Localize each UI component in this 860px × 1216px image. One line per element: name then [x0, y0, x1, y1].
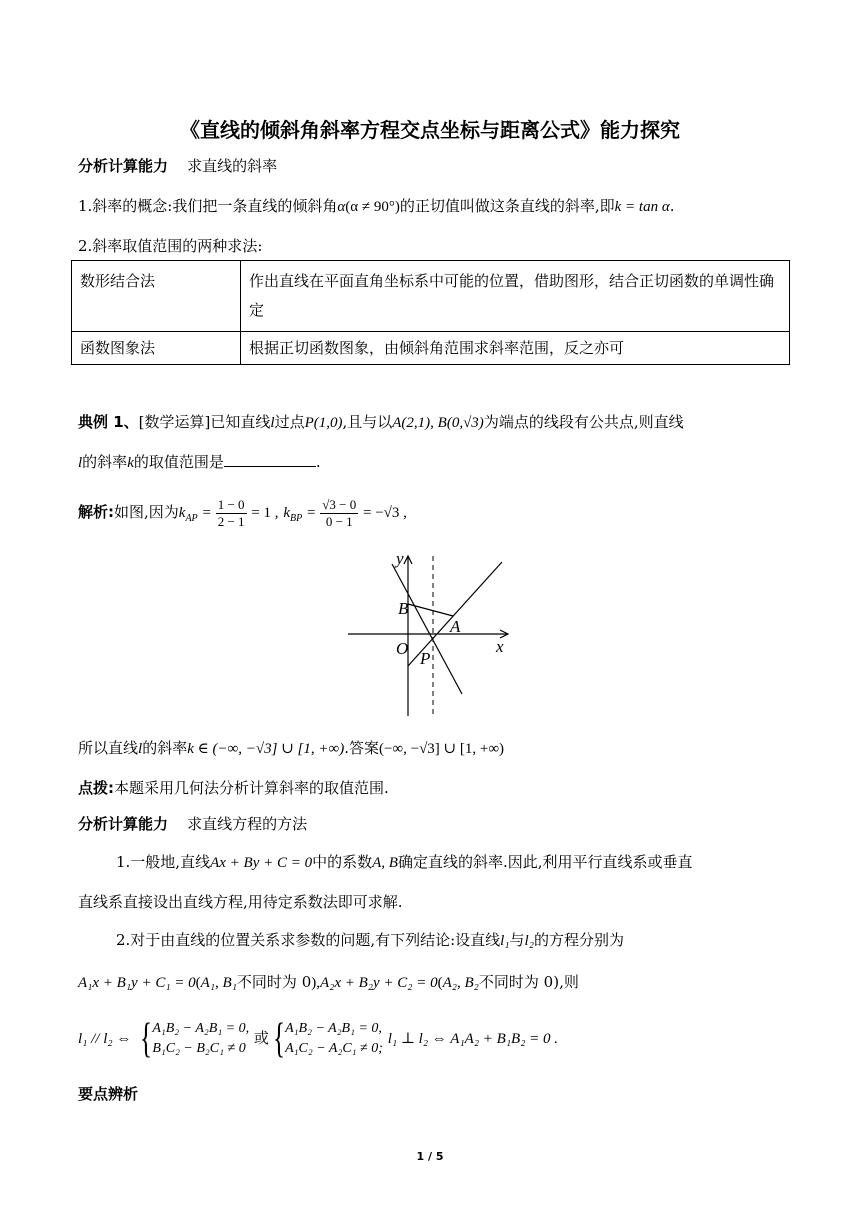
- math-equation: Ax + By + C = 0: [210, 855, 313, 871]
- section-topic: 求直线方程的方法: [187, 815, 308, 833]
- label-o: O: [396, 639, 409, 658]
- math-sub: BP: [290, 513, 303, 524]
- solution: 解析:如图,因为$k_{AP}$ = $\frac{1 - 0}{2 - 1}$ = 1 , $k_{BP}$ = $\frac{√3 - 0}{0 - 1}$ = −√3 ,: [78, 496, 407, 529]
- label-b: B: [398, 599, 409, 618]
- section-heading-key-points: 要点辨析: [78, 1085, 139, 1103]
- text: ),: [311, 975, 320, 991]
- text: (: [437, 975, 443, 991]
- text: 为端点的线段有公共点,则直线: [483, 413, 684, 431]
- math-l: l: [270, 415, 275, 431]
- denominator: 0 − 1: [325, 513, 353, 529]
- label-x: x: [496, 637, 504, 656]
- math-equation-2: A₂x + B₂y + C₂ = 0: [319, 975, 438, 991]
- math-condition: (α ≠ 90°): [345, 199, 400, 215]
- math-k: k: [127, 455, 134, 471]
- paragraph-slope-concept: [78, 196, 674, 217]
- text: (: [195, 975, 201, 991]
- math-l: l: [78, 455, 83, 471]
- text: 1.一般地,直线: [116, 853, 211, 871]
- math-k: k: [283, 505, 290, 521]
- text: .: [669, 197, 675, 215]
- math-tan: k = tan α: [614, 199, 670, 215]
- example-1: [78, 412, 684, 433]
- text: 2.对于由直线的位置关系求参数的问题,有下列结论:设直线: [116, 931, 501, 949]
- label-a: A: [450, 617, 461, 636]
- page-title: 《直线的倾斜角斜率方程交点坐标与距离公式》能力探究: [180, 118, 680, 142]
- math-point-p: P(1,0): [304, 415, 343, 431]
- text: 所以直线: [78, 739, 139, 757]
- text: .: [315, 453, 321, 471]
- text: ,且与以: [342, 413, 393, 431]
- method-name: 数形结合法: [72, 261, 241, 332]
- math-points-ab: A(2,1), B(0,√3): [392, 415, 484, 431]
- math-range: k ∈ (−∞, −√3] ∪ [1, +∞): [187, 741, 345, 757]
- text: 的方程分别为: [533, 931, 624, 949]
- math-answer: (−∞, −√3] ∪ [1, +∞): [378, 741, 505, 757]
- section-heading-line-equation: [78, 814, 307, 834]
- text: 确定直线的斜率.因此,利用平行直线系或垂直: [397, 853, 693, 871]
- text: = −√3 ,: [363, 505, 407, 521]
- tip-text: 本题采用几何法分析计算斜率的取值范围.: [114, 779, 389, 797]
- section-label: 分析计算能力: [78, 815, 169, 833]
- numerator: √3 − 0: [322, 496, 357, 512]
- math-coefficients: A, B: [372, 855, 398, 871]
- section-label: 分析计算能力: [78, 157, 169, 175]
- section-heading-slope: [78, 156, 277, 176]
- text: .答案: [344, 739, 379, 757]
- math-k: k: [178, 505, 186, 521]
- text: 1.斜率的概念:我们把一条直线的倾斜角: [78, 197, 338, 215]
- label-y: y: [396, 549, 404, 568]
- table-row: [72, 332, 790, 365]
- text: 的取值范围是: [133, 453, 224, 471]
- system-row: A₁B₂ − A₂B₁ = 0,: [152, 1021, 250, 1036]
- math-coefficients: A₁, B₁: [200, 975, 237, 991]
- text: 过点: [274, 413, 305, 431]
- method-desc: 根据正切函数图象，由倾斜角范围求斜率范围，反之亦可: [241, 332, 790, 365]
- text: 的正切值叫做这条直线的斜率,即: [399, 197, 615, 215]
- tip: [78, 778, 389, 798]
- page-number: 1 / 5: [416, 1150, 444, 1163]
- result-line: [78, 738, 504, 759]
- section-topic: 求直线的斜率: [187, 157, 278, 175]
- example-label: 典例 1、: [78, 413, 139, 431]
- system-row: A₁C₂ − A₂C₁ ≠ 0;: [285, 1041, 383, 1056]
- denominator: 2 − 1: [217, 513, 245, 529]
- conditions-line: l₁ // l₂ ⇔ { A₁B₂ − A₂B₁ = 0, B₁C₂ − B₂C₁ ≠ 0 或{ A₁B₂ − A₂B₁ = 0, A₁C₂ − A₂C₁ ≠ 0; l₁ ⊥ l₂ ⇔ A₁A₂ + B₁B₂ = 0 .: [78, 1016, 559, 1062]
- math-l2: l₂: [524, 933, 534, 949]
- math-l: l: [138, 741, 143, 757]
- text: 不同时为 0),则: [478, 973, 579, 991]
- fraction-kbp: [320, 497, 358, 530]
- paragraph-methods: 2.斜率取值范围的两种求法:: [78, 237, 263, 255]
- text: 不同时为 0: [236, 973, 312, 991]
- math-alpha: α: [337, 199, 346, 215]
- text: 的斜率: [142, 739, 188, 757]
- methods-table: [71, 260, 790, 365]
- system-row: A₁B₂ − A₂B₁ = 0,: [285, 1021, 382, 1036]
- paragraph-q1-line2: 直线系直接设出直线方程,用待定系数法即可求解.: [78, 893, 403, 911]
- numerator: 1 − 0: [217, 496, 245, 512]
- math-parallel: l₁ // l₂ ⇔: [78, 1031, 132, 1047]
- text: [数学运算]已知直线: [138, 413, 271, 431]
- text: 如图,因为: [114, 503, 179, 521]
- method-desc: 作出直线在平面直角坐标系中可能的位置，借助图形，结合正切函数的单调性确定: [241, 261, 790, 332]
- math-l1: l₁: [500, 933, 510, 949]
- text: 中的系数: [312, 853, 373, 871]
- figure-lines: [340, 548, 520, 718]
- example-1-line2: [78, 450, 321, 473]
- paragraph-q2: [116, 930, 624, 951]
- answer-blank: [224, 450, 316, 467]
- solution-label: 解析:: [78, 503, 114, 521]
- math-coefficients: A₂, B₂: [442, 975, 479, 991]
- text: = 1 ,: [251, 505, 279, 521]
- system-row: B₁C₂ − B₂C₁ ≠ 0: [152, 1041, 246, 1056]
- label-p: P: [420, 649, 431, 668]
- fraction-kap: [216, 497, 247, 530]
- math-sub: AP: [185, 513, 198, 524]
- method-name: 函数图象法: [72, 332, 241, 365]
- text: 的斜率: [82, 453, 128, 471]
- math-perpendicular: l₁ ⊥ l₂ ⇔ A₁A₂ + B₁B₂ = 0 .: [387, 1031, 559, 1047]
- table-row: [72, 261, 790, 332]
- math-equation-1: A₁x + B₁y + C₁ = 0: [78, 975, 196, 991]
- paragraph-q1: [116, 852, 693, 873]
- text: 与: [509, 931, 525, 949]
- system-1: [152, 1019, 249, 1059]
- text: 或: [253, 1029, 269, 1047]
- tip-label: 点拨:: [78, 779, 114, 797]
- equations-line: [78, 972, 579, 993]
- system-2: [285, 1019, 383, 1059]
